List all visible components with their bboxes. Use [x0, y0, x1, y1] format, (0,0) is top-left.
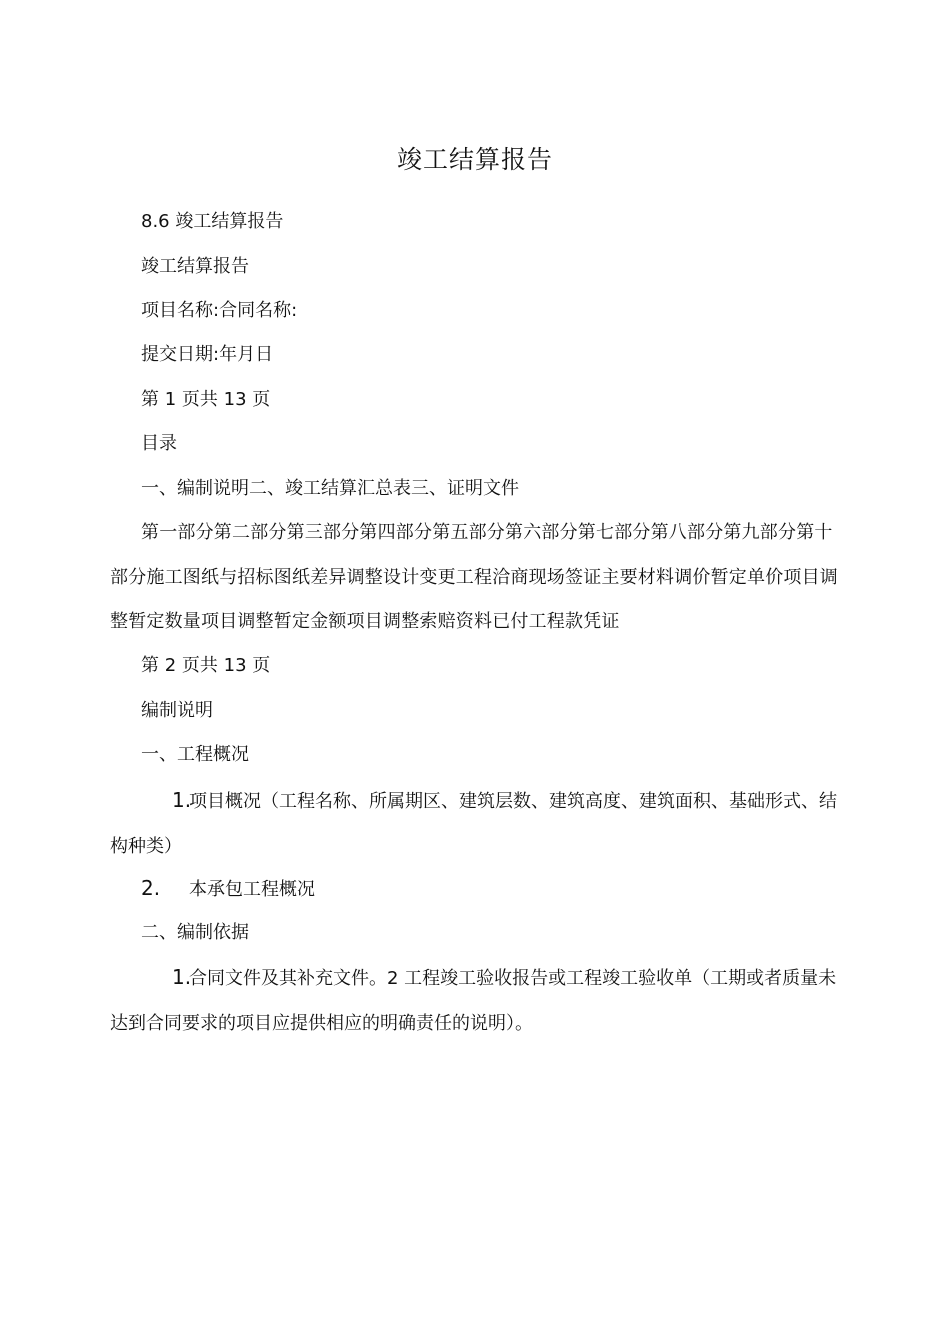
- project-name-line: 项目名称:合同名称:: [141, 300, 298, 321]
- list-number: 1.: [172, 788, 192, 812]
- list-number: 2.: [141, 876, 161, 900]
- toc-line: 一、编制说明二、竣工结算汇总表三、证明文件: [141, 478, 519, 499]
- report-subtitle: 竣工结算报告: [141, 256, 249, 277]
- list-item-overview-2: [141, 866, 876, 913]
- list-text: 项目概况（工程名称、所属期区、建筑层数、建筑高度、建筑面积、基础形式、结构种类）: [110, 791, 837, 857]
- overview-heading: 一、工程概况: [141, 744, 249, 765]
- list-item-overview-1: [110, 778, 845, 869]
- toc-heading: 目录: [141, 433, 177, 454]
- parts-paragraph: 第一部分第二部分第三部分第四部分第五部分第六部分第七部分第八部分第九部分第十部分施工图纸与招标图纸差异调整设计变更工程洽商现场签证主要材料调价暂定单价项目调整暂定数量项目调整暂定金额项目调整索赔资料已付工程款凭证: [110, 522, 838, 632]
- page-number-1: 第 1 页共 13 页: [141, 389, 271, 410]
- list-item-basis-1: [110, 955, 845, 1046]
- explanation-heading: 编制说明: [141, 700, 213, 721]
- section-heading: 8.6 竣工结算报告: [141, 211, 284, 232]
- list-number: 1.: [172, 965, 192, 989]
- page-number-2: 第 2 页共 13 页: [141, 655, 271, 676]
- list-text: 本承包工程概况: [189, 879, 315, 900]
- list-text: 合同文件及其补充文件。2 工程竣工验收报告或工程竣工验收单（工期或者质量未达到合同要求的项目应提供相应的明确责任的说明）。: [110, 968, 837, 1034]
- basis-heading: 二、编制依据: [141, 922, 249, 943]
- document-title: 竣工结算报告: [396, 145, 553, 174]
- submission-date-line: 提交日期:年月日: [141, 344, 274, 365]
